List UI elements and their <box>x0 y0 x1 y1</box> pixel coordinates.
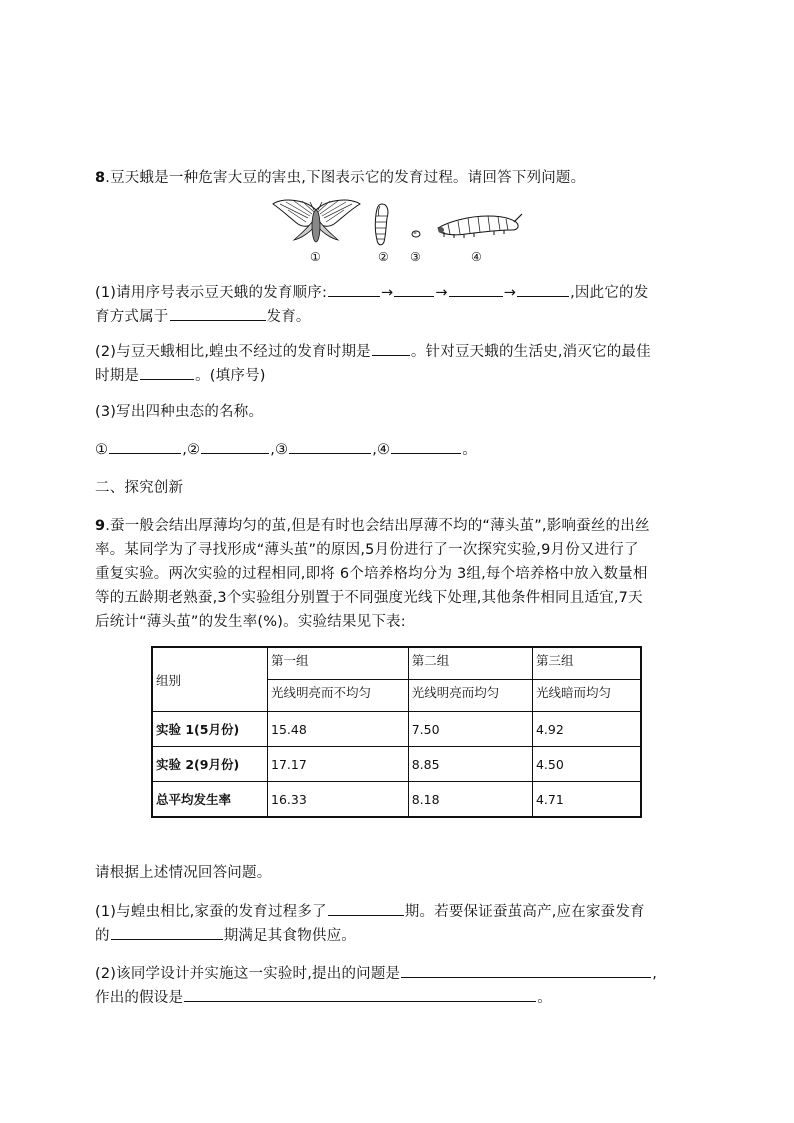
table-condition-header-1: 光线明亮而不均匀 <box>268 680 409 712</box>
answer-blank-name-3[interactable] <box>289 438 371 454</box>
q9-sub1-text-b: 期。若要保证蚕茧高产,应在家蚕发育 <box>404 904 645 920</box>
q8-sub1-text-d: 发育。 <box>266 309 311 325</box>
q9-line-5: 后统计“薄头茧”的发生率(%)。实验结果见下表: <box>95 614 406 630</box>
arrow-1: → <box>381 285 394 301</box>
table-condition-header-3: 光线暗而均匀 <box>532 680 641 712</box>
table-cell: 8.85 <box>408 747 532 782</box>
pupa-drawing <box>375 204 388 245</box>
q8-sub1-text-b: ,因此它的发 <box>570 285 649 301</box>
names-end-punct: 。 <box>462 442 477 458</box>
q9-number: 9 <box>95 518 106 534</box>
table-row-label: 实验 1(5月份) <box>152 712 268 747</box>
arrow-3: → <box>503 285 517 301</box>
answer-blank-name-4[interactable] <box>391 438 461 454</box>
q9-sub1-text-c: 的 <box>95 928 110 944</box>
answer-blank-order-2[interactable] <box>394 281 434 297</box>
q8-sub2-text-c: 时期是 <box>95 368 140 384</box>
q9-sub1 <box>95 900 700 948</box>
egg-drawing <box>412 231 420 237</box>
answer-blank-extra-stage[interactable] <box>328 900 404 916</box>
table-cell: 4.92 <box>532 712 641 747</box>
q8-names-line <box>95 438 700 462</box>
name-label-1: ① <box>95 442 109 458</box>
answer-blank-development-type[interactable] <box>170 305 266 321</box>
q8-sub1-text-c: 育方式属于 <box>95 309 169 325</box>
answer-blank-name-2[interactable] <box>201 438 269 454</box>
q8-sub2-text: (2)与豆天蛾相比,蝗虫不经过的发育时期是 <box>95 344 371 360</box>
adult-moth-drawing <box>273 200 360 242</box>
name-label-2: ,② <box>182 442 201 458</box>
answer-blank-best-time[interactable] <box>140 364 194 380</box>
table-cell: 7.50 <box>408 712 532 747</box>
table-group-header-2: 第二组 <box>408 647 532 680</box>
lifecycle-illustration <box>268 196 528 266</box>
q8-sub2 <box>95 340 700 388</box>
q9-line-4: 等的五龄期老熟蚕,3个实验组分别置于不同强度光线下处理,其他条件相同且适宜,7天 <box>95 590 643 606</box>
answer-blank-missing-stage[interactable] <box>372 340 410 356</box>
q8-number: 8 <box>95 170 106 186</box>
q9-line-2: 率。某同学为了寻找形成“薄头茧”的原因,5月份进行了一次探究实验,9月份又进行了 <box>95 542 639 558</box>
q8-sub2-text-b: 。针对豆天蛾的生活史,消灭它的最佳 <box>410 344 651 360</box>
q9-line-3: 重复实验。两次实验的过程相同,即将 6个培养格均分为 3组,每个培养格中放入数量相 <box>95 566 648 582</box>
table-cell: 17.17 <box>268 747 409 782</box>
table-corner-header: 组别 <box>152 647 268 712</box>
answer-blank-order-3[interactable] <box>449 281 503 297</box>
answer-blank-feeding-stage[interactable] <box>111 924 223 940</box>
q8-stem <box>95 166 700 190</box>
q9-sub1-text-d: 期满足其食物供应。 <box>223 928 357 944</box>
answer-blank-name-1[interactable] <box>109 438 181 454</box>
q9-sub2-text: (2)该同学设计并实施这一实验时,提出的问题是 <box>95 966 401 982</box>
q8-sub1-text: (1)请用序号表示豆天蛾的发育顺序: <box>95 285 328 301</box>
table-cell: 8.18 <box>408 782 532 818</box>
arrow-2: → <box>435 285 448 301</box>
table-row-label: 实验 2(9月份) <box>152 747 268 782</box>
figure-label-4: ④ <box>471 250 482 264</box>
q9-stem <box>95 514 700 634</box>
table-cell: 16.33 <box>268 782 409 818</box>
table-group-header-1: 第一组 <box>268 647 409 680</box>
table-row <box>152 747 641 782</box>
answer-blank-order-1[interactable] <box>328 281 380 297</box>
figure-label-3: ③ <box>410 250 421 264</box>
q8-sub2-text-d: 。(填序号) <box>195 368 266 384</box>
q9-prompt: 请根据上述情况回答问题。 <box>95 865 272 881</box>
q9-sub2-text-b: , <box>652 966 658 982</box>
q9-line-1: .蚕一般会结出厚薄均匀的茧,但是有时也会结出厚薄不均的“薄头茧”,影响蚕丝的出丝 <box>105 518 650 534</box>
table-condition-header-2: 光线明亮而均匀 <box>408 680 532 712</box>
name-label-4: ,④ <box>372 442 391 458</box>
table-row <box>152 782 641 818</box>
larva-drawing <box>438 214 522 238</box>
figure-label-1: ① <box>310 250 321 264</box>
table-cell: 15.48 <box>268 712 409 747</box>
q8-stem-text: .豆天蛾是一种危害大豆的害虫,下图表示它的发育过程。请回答下列问题。 <box>105 170 586 186</box>
q9-sub2-text-c: 作出的假设是 <box>95 990 184 1006</box>
q8-sub3: (3)写出四种虫态的名称。 <box>95 404 264 420</box>
table-row <box>152 712 641 747</box>
q8-sub1 <box>95 281 700 329</box>
table-cell: 4.71 <box>532 782 641 818</box>
q9-sub2-text-d: 。 <box>537 990 552 1006</box>
q9-sub1-text: (1)与蝗虫相比,家蚕的发育过程多了 <box>95 904 327 920</box>
table-cell: 4.50 <box>532 747 641 782</box>
answer-blank-question[interactable] <box>401 962 651 978</box>
moth-lifecycle-figure <box>268 196 528 266</box>
q9-sub2 <box>95 962 700 1010</box>
table-row-label: 总平均发生率 <box>152 782 268 818</box>
experiment-results-table <box>151 646 642 818</box>
answer-blank-hypothesis[interactable] <box>184 986 536 1002</box>
answer-blank-order-4[interactable] <box>517 281 569 297</box>
table-group-header-3: 第三组 <box>532 647 641 680</box>
section-title: 二、探究创新 <box>95 480 184 496</box>
name-label-3: ,③ <box>270 442 289 458</box>
figure-label-2: ② <box>378 250 389 264</box>
